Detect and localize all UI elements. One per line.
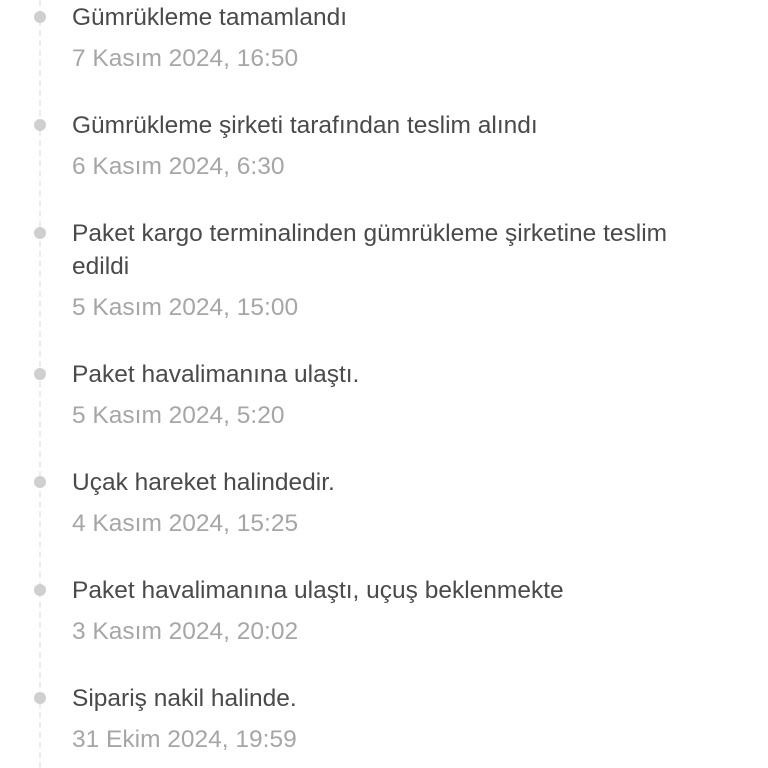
- event-title: Paket havalimanına ulaştı, uçuş beklenmekte: [72, 577, 564, 604]
- event-timestamp: 7 Kasım 2024, 16:50: [72, 45, 299, 72]
- timeline-dot-icon: [34, 368, 46, 380]
- timeline-dot-icon: [34, 692, 46, 704]
- timeline-connector-line: [39, 0, 41, 768]
- event-title: Gümrükleme tamamlandı: [72, 4, 348, 31]
- event-title: Uçak hareket halindedir.: [72, 469, 335, 496]
- event-timestamp: 3 Kasım 2024, 20:02: [72, 618, 299, 645]
- event-title: Paket kargo terminalinden gümrükleme şirketine teslim edildi: [72, 220, 668, 280]
- timeline-dot-icon: [34, 227, 46, 239]
- event-timestamp: 4 Kasım 2024, 15:25: [72, 510, 299, 537]
- event-timestamp: 5 Kasım 2024, 15:00: [72, 294, 299, 321]
- timeline-dot-icon: [34, 119, 46, 131]
- event-timestamp: 5 Kasım 2024, 5:20: [72, 402, 285, 429]
- event-timestamp: 6 Kasım 2024, 6:30: [72, 153, 285, 180]
- event-timestamp: 31 Ekim 2024, 19:59: [72, 726, 297, 753]
- timeline-dot-icon: [34, 476, 46, 488]
- timeline-dot-icon: [34, 584, 46, 596]
- event-title: Gümrükleme şirketi tarafından teslim alındı: [72, 112, 538, 139]
- timeline-dot-icon: [34, 11, 46, 23]
- event-title: Sipariş nakil halinde.: [72, 685, 297, 712]
- event-title: Paket havalimanına ulaştı.: [72, 361, 360, 388]
